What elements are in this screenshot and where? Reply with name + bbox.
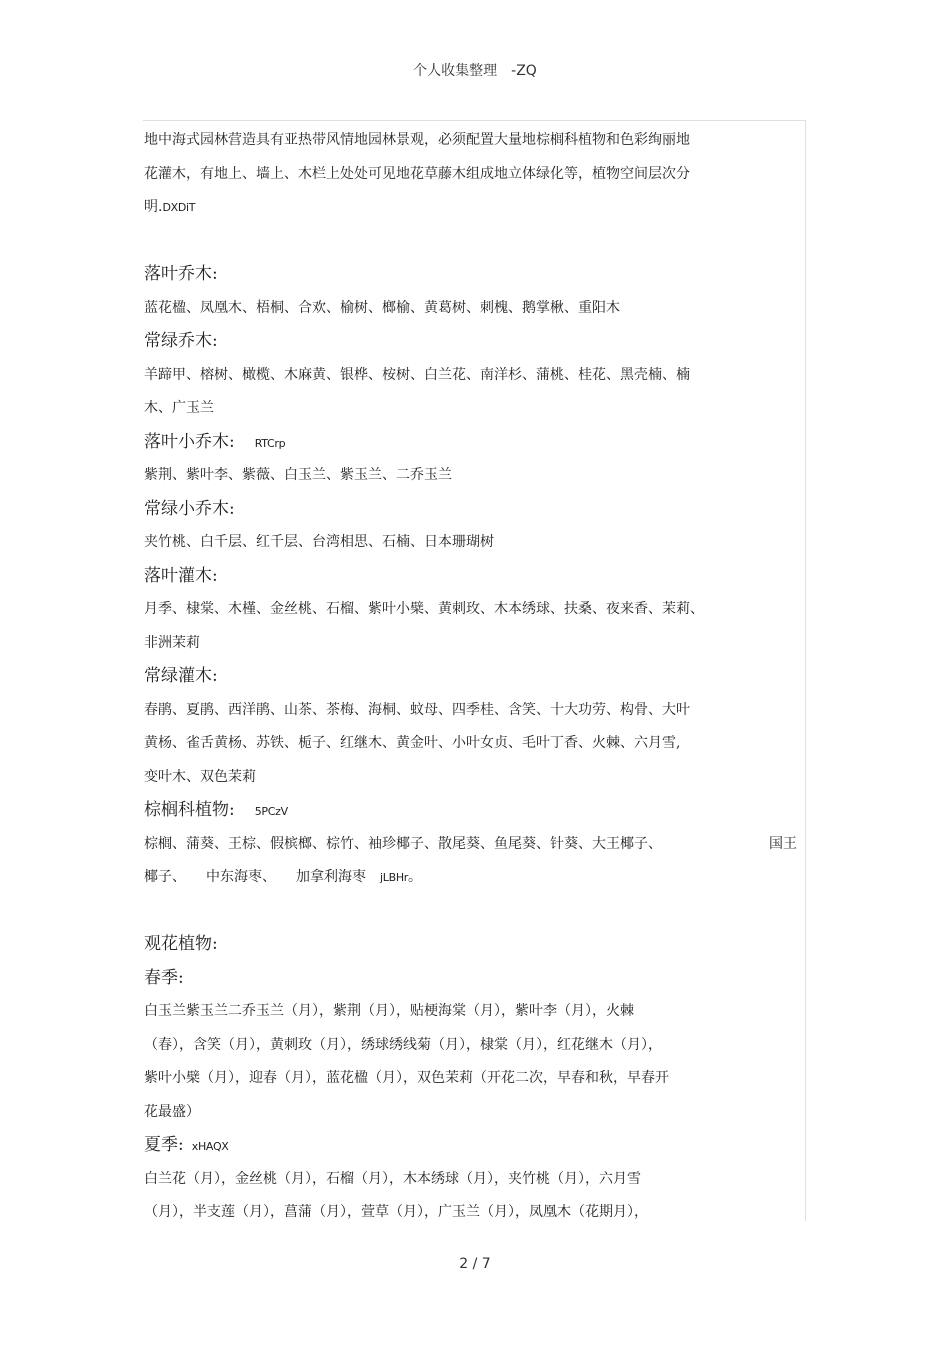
page-number: 2 / 7 xyxy=(459,1256,491,1272)
section-text: （月），半支莲（月），菖蒲（月），萱草（月），广玉兰（月），凤凰木（花期月）， xyxy=(144,1204,648,1220)
section-text: 木、广玉兰 xyxy=(144,400,214,416)
section-text: 夹竹桃、白千层、红千层、台湾相思、石楠、日本珊瑚树 xyxy=(144,534,494,550)
section-text: 黄杨、雀舌黄杨、苏铁、栀子、红继木、黄金叶、小叶女贞、毛叶丁香、火棘、六月雪, xyxy=(144,735,681,751)
heading-text: 棕榈科植物: xyxy=(144,800,235,820)
intro-line: 地中海式园林营造具有亚热带风情地园林景观，必须配置大量地棕榈科植物和色彩绚丽地 xyxy=(144,132,690,148)
section-text: 春鹃、夏鹃、西洋鹃、山茶、茶梅、海桐、蚊母、四季桂、含笑、十大功劳、构骨、大叶 xyxy=(144,701,690,718)
section-heading xyxy=(144,1129,784,1163)
header-title: 个人收集整理 xyxy=(413,63,498,79)
section-text: （春），含笑（月），黄刺玫（月），绣球绣线菊（月），棣棠（月），红花继木（月）， xyxy=(144,1036,662,1053)
section-text xyxy=(144,861,784,895)
section-text: 白玉兰紫玉兰二乔玉兰（月），紫荆（月），贴梗海棠（月），紫叶李（月），火棘 xyxy=(144,1003,634,1019)
palm-item: 加拿利海枣 xyxy=(296,869,366,885)
page-header xyxy=(0,60,950,80)
section-text: 蓝花楹、凤凰木、梧桐、合欢、榆树、榔榆、黄葛树、刺槐、鹅掌楸、重阳木 xyxy=(144,299,620,316)
garble-code: RTCrp xyxy=(254,436,286,450)
section-text: 紫叶小檗（月），迎春（月），蓝花楹（月），双色茉莉（开花二次，早春和秋，早春开 xyxy=(144,1070,669,1086)
palm-item: 椰子、 xyxy=(144,869,186,885)
palm-item: 中东海枣、 xyxy=(206,869,276,885)
section-text: 白兰花（月），金丝桃（月），石榴（月），木本绣球（月），夹竹桃（月），六月雪 xyxy=(144,1170,641,1187)
intro-line xyxy=(144,191,784,225)
section-heading: 观花植物: xyxy=(144,934,218,954)
section-text: 紫荆、紫叶李、紫薇、白玉兰、紫玉兰、二乔玉兰 xyxy=(144,467,452,483)
intro-line: 花灌木，有地上、墙上、木栏上处处可见地花草藤木组成地立体绿化等，植物空间层次分 xyxy=(144,165,690,182)
garble-code: xHAQX xyxy=(191,1140,229,1153)
garble-code: jLBHr xyxy=(380,871,409,884)
section-heading: 常绿灌木: xyxy=(144,666,218,686)
section-text: 非洲茉莉 xyxy=(144,634,200,651)
section-text: 月季、棣棠、木槿、金丝桃、石榴、紫叶小檗、黄刺玫、木本绣球、扶桑、夜来香、茉莉、 xyxy=(144,601,704,617)
section-text xyxy=(144,828,797,862)
section-heading: 落叶乔木: xyxy=(144,264,218,284)
section-heading xyxy=(144,794,784,828)
heading-text: 夏季: xyxy=(144,1135,184,1155)
document-body xyxy=(144,124,797,1230)
section-text: 变叶木、双色茉莉 xyxy=(144,768,256,785)
section-heading: 落叶灌木: xyxy=(144,565,218,586)
section-text: 羊蹄甲、榕树、橄榄、木麻黄、银桦、桉树、白兰花、南洋杉、蒲桃、桂花、黑壳楠、楠 xyxy=(144,366,690,383)
section-heading: 春季: xyxy=(144,967,184,988)
intro-text: 明. xyxy=(144,199,163,215)
header-tag: -ZQ xyxy=(511,63,537,79)
garble-code: 5PCzV xyxy=(254,805,288,818)
heading-text: 落叶小乔木: xyxy=(144,431,235,452)
section-text: 花最盛） xyxy=(144,1103,200,1120)
palm-end: 。 xyxy=(408,869,423,885)
garble-code: DXDiT xyxy=(162,201,196,214)
section-heading: 常绿小乔木: xyxy=(144,498,235,519)
spacer xyxy=(144,895,784,929)
palm-list-right: 国王 xyxy=(769,835,797,852)
section-heading: 常绿乔木: xyxy=(144,331,218,351)
section-heading xyxy=(144,426,784,460)
palm-list: 棕榈、蒲葵、王棕、假槟榔、棕竹、袖珍椰子、散尾葵、鱼尾葵、针葵、大王椰子、 xyxy=(144,835,662,852)
spacer xyxy=(144,225,784,259)
